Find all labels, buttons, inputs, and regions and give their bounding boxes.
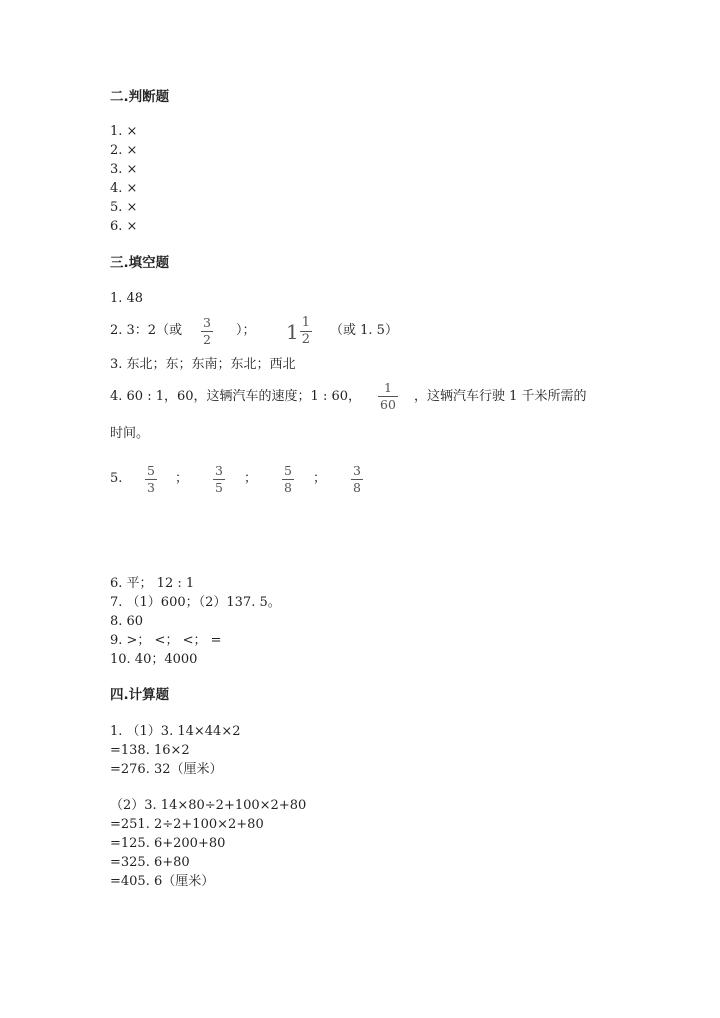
fraction-numerator: 3: [215, 463, 223, 478]
calc-part2-line: =125. 6+200+80: [110, 836, 226, 851]
fraction-numerator: 5: [284, 463, 292, 478]
fill-answer-9: 9. >； <； <； =: [110, 633, 222, 648]
calc-part1-line: 1. （1）3. 14×44×2: [110, 724, 241, 739]
calc-part1-line: =276. 32（厘米）: [110, 762, 223, 777]
fill-answer-2-prefix: 2. 3：2（或: [110, 323, 183, 338]
fraction-three-eighths: [351, 464, 363, 495]
judgment-answer-1: 1. ×: [110, 124, 138, 139]
fraction-numerator: 1: [383, 380, 392, 395]
mixed-fraction: [300, 316, 312, 347]
fraction-three-halves: [201, 316, 213, 347]
fraction-denominator: 2: [203, 332, 211, 347]
fraction-five-eighths: [282, 464, 294, 495]
mixed-number-one-and-half: [286, 316, 312, 347]
fraction-denominator: 3: [147, 480, 155, 495]
fraction-numerator: 3: [353, 463, 361, 478]
fraction-numerator: 3: [203, 315, 211, 330]
judgment-answer-4: 4. ×: [110, 181, 138, 196]
mixed-whole: 1: [286, 319, 299, 344]
section-title-judgment: 二.判断题: [110, 89, 170, 105]
calc-part2-line: =251. 2÷2+100×2+80: [110, 817, 264, 832]
judgment-answer-5: 5. ×: [110, 200, 138, 215]
fraction-denominator: 8: [353, 480, 361, 495]
section-title-fill-blank: 三.填空题: [110, 255, 170, 271]
fill-answer-2-suffix: （或 1. 5）: [330, 323, 398, 338]
fraction-three-fifths: [213, 464, 225, 495]
fill-answer-7: 7. （1）600；（2）137. 5。: [110, 595, 281, 610]
fraction-denominator: 8: [284, 480, 292, 495]
judgment-answer-6: 6. ×: [110, 219, 138, 234]
fill-answer-8: 8. 60: [110, 614, 144, 629]
separator: ；: [313, 471, 327, 486]
calc-part2-line: =405. 6（厘米）: [110, 874, 215, 889]
fraction-numerator: 1: [301, 315, 311, 330]
fill-answer-3: 3. 东北；东；东南；东北；西北: [110, 357, 296, 372]
calc-part2-line: =325. 6+80: [110, 855, 190, 870]
separator: ；: [175, 471, 189, 486]
judgment-answer-3: 3. ×: [110, 162, 138, 177]
fill-answer-6: 6. 平； 12 : 1: [110, 576, 195, 591]
calc-part1-line: =138. 16×2: [110, 743, 190, 758]
fill-answer-1: 1. 48: [110, 291, 144, 306]
judgment-answer-2: 2. ×: [110, 143, 138, 158]
fraction-five-thirds: [145, 464, 157, 495]
fraction-numerator: 5: [147, 463, 155, 478]
fraction-one-sixtieth: [378, 381, 398, 412]
fraction-denominator: 2: [301, 332, 311, 347]
fraction-denominator: 5: [215, 480, 223, 495]
fill-answer-4-prefix: 4. 60 : 1，60，这辆汽车的速度；1 : 60，: [110, 389, 361, 404]
fill-answer-5-label: 5.: [110, 471, 123, 486]
calc-part2-line: （2）3. 14×80÷2+100×2+80: [110, 798, 307, 813]
fill-answer-10: 10. 40；4000: [110, 652, 198, 667]
fill-answer-2-mid: ）；: [236, 323, 256, 338]
separator: ；: [244, 471, 258, 486]
fraction-denominator: 60: [380, 397, 396, 412]
fill-answer-4-suffix: ，这辆汽车行驶 1 千米所需的: [414, 389, 587, 404]
section-title-calculation: 四.计算题: [110, 687, 170, 703]
fill-answer-4-line2: 时间。: [110, 426, 150, 441]
